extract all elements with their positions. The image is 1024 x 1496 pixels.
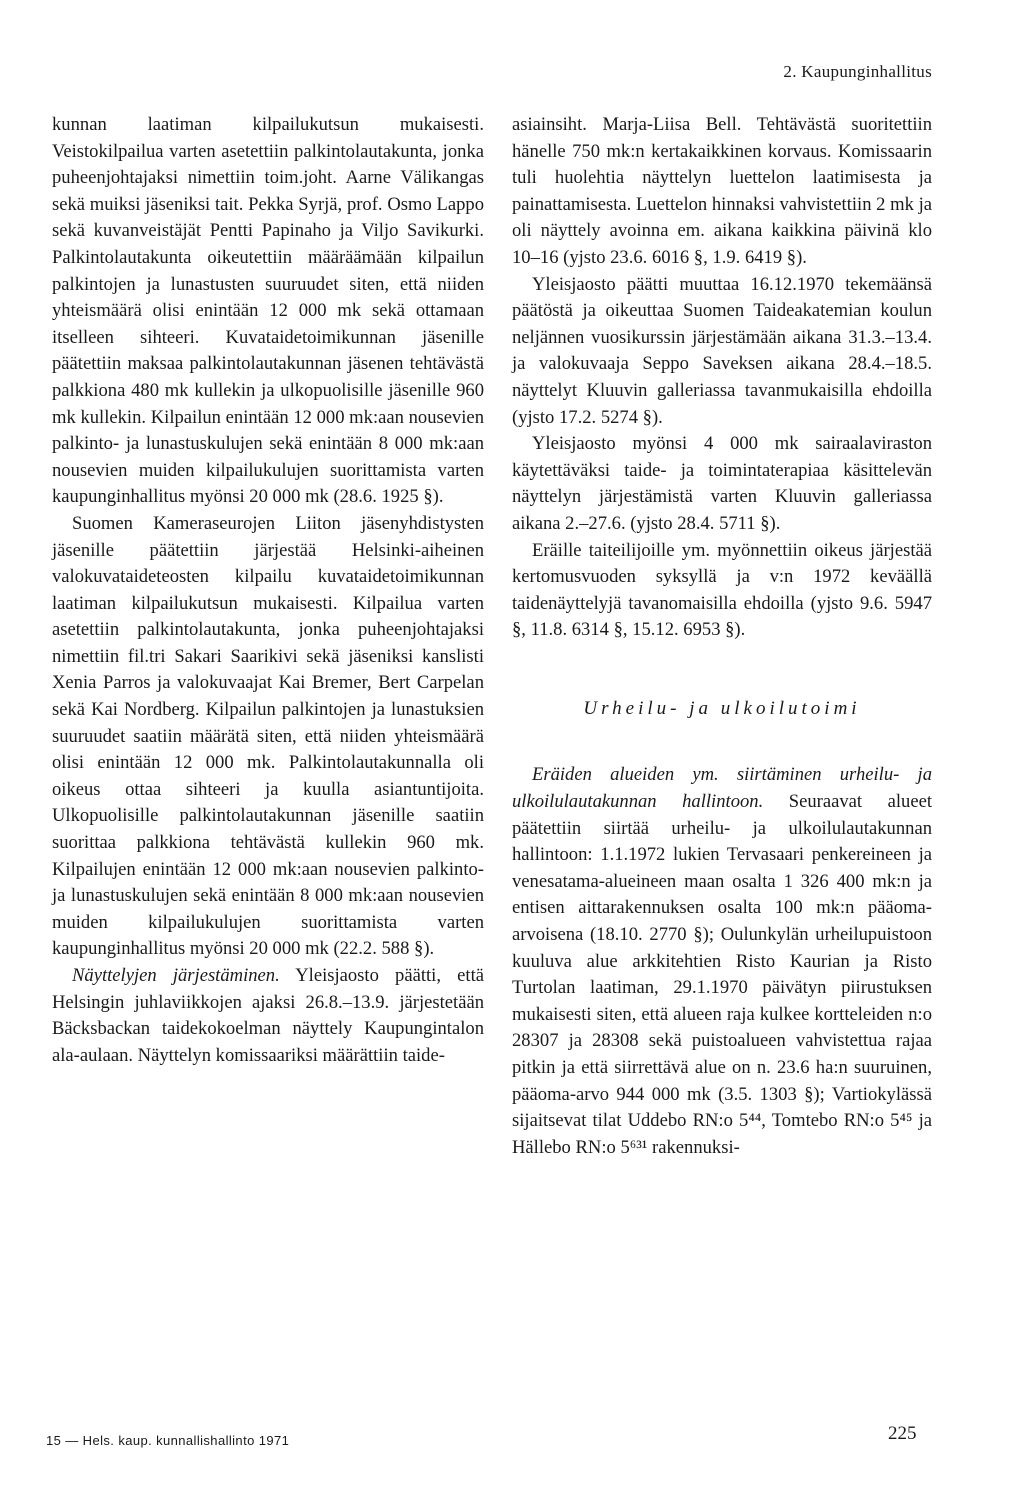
paragraph-body: Yleisjaosto päätti, että Helsingin juhlaviikkojen ajaksi 26.8.–13.9. järjestetään Bäcksbackan taidekokoelman näyttely Kaupungintalon ala-aulaan. Näyttelyn komissaariksi määrättiin taide- [52,965,484,1066]
paragraph [512,762,932,1161]
left-column [52,112,484,1069]
paragraph: Eräille taiteilijoille ym. myönnettiin oikeus järjestää kertomusvuoden syksyllä ja v:n 1972 keväällä taidenäyttelyjä tavanomaisilla ehdoilla (yjsto 9.6. 5947 §, 11.8. 6314 §, 15.12. 6953 §). [512,539,932,641]
paragraph [52,963,484,1069]
paragraph-body: Seuraavat alueet päätettiin siirtää urheilu- ja ulkoilulautakunnan hallintoon: 1.1.1972 lukien Tervasaari penkereineen ja venesatama-alueineen maan osalta 1 326 400 mk:n ja entisen aittarakennuksen osalta 100 mk:n pääoma-arvoisena (18.10. 2770 §); Oulunkylän urheilupuistoon kuuluva alue arkkitehtien Risto Kaurian ja Risto Turtolan laatiman, 29.1.1970 päivätyn piirustuksen mukaisesti siten, että alueen raja kulkee kortteleiden n:o 28307 ja 28308 sekä puistoalueen vahvistettua rajaa pitkin ja että siirrettävä alue on n. 23.6 ha:n suuruinen, pääoma-arvo 944 000 mk (3.5. 1303 §); Vartiokylässä sijaitsevat tilat Uddebo RN:o 5⁴⁴, Tomtebo RN:o 5⁴⁵ ja Hällebo RN:o 5⁶³¹ rakennuksi- [512,791,932,1158]
paragraph: kunnan laatiman kilpailukutsun mukaisesti. Veistokilpailua varten asetettiin palkintolautakunta, jonka puheenjohtajaksi nimettiin toim.joht. Aarne Välikangas sekä muiksi jäseniksi tait. Pekka Syrjä, prof. Osmo Lappo sekä kuvanveistäjät Pentti Papinaho ja Viljo Savikurki. Palkintolautakunta oikeutettiin määräämään kilpailun palkintojen ja lunastusten suuruudet siten, että niiden yhteismäärä olisi enintään 12 000 mk sekä ottamaan itselleen sihteeri. Kuvataidetoimikunnan jäsenille päätettiin maksaa palkintolautakunnan jäsenen tehtävästä palkkiona 480 mk kullekin ja ulkopuolisille jäsenille 960 mk kullekin. Kilpailun enintään 12 000 mk:aan nousevien palkinto- ja lunastuskulujen sekä enintään 8 000 mk:aan nousevien muiden kilpailukulujen suorittamista varten kaupunginhallitus myönsi 20 000 mk (28.6. 1925 §). [52,114,484,508]
right-column [512,112,932,1161]
paragraph: Yleisjaosto päätti muuttaa 16.12.1970 tekemäänsä päätöstä ja oikeuttaa Suomen Taideakatemian koulun neljännen vuosikurssin järjestämään aikana 31.3.–13.4. ja valokuvaaja Seppo Saveksen aikana 28.4.–18.5. näyttelyt Kluuvin galleriassa tavanmukaisilla ehdoilla (yjsto 17.2. 5274 §). [512,273,932,428]
paragraph-title: Näyttelyjen järjestäminen. [72,965,280,986]
running-header: 2. Kaupunginhallitus [783,62,932,81]
paragraph-title: Eräiden alueiden ym. siirtäminen urheilu- ja ulkoilulautakunnan hallintoon. [512,764,932,813]
paragraph: asiainsiht. Marja-Liisa Bell. Tehtävästä suoritettiin hänelle 750 mk:n kertakaikkinen korvaus. Komissaarin tuli huolehtia näyttelyn luettelon laatimisesta ja painattamisesta. Luettelon hinnaksi vahvistettiin 2 mk ja oli näyttely avoinna em. aikana kaikkina päivinä klo 10–16 (yjsto 23.6. 6016 §, 1.9. 6419 §). [512,114,932,268]
page-number: 225 [888,1423,917,1444]
paragraph: Yleisjaosto myönsi 4 000 mk sairaalaviraston käytettäväksi taide- ja toimintaterapiaa käsittelevän näyttelyn järjestämistä varten Kluuvin galleriassa aikana 2.–27.6. (yjsto 28.4. 5711 §). [512,433,932,534]
section-heading: Urheilu- ja ulkoilutoimi [583,697,861,719]
printer-signature: 15 — Hels. kaup. kunnallishallinto 1971 [46,1433,290,1448]
paragraph: Suomen Kameraseurojen Liiton jäsenyhdistysten jäsenille päätettiin järjestää Helsinki-aiheinen valokuvataideteosten kilpailu kuvataidetoimikunnan laatiman kilpailukutsun mukaisesti. Kilpailua varten asetettiin palkintolautakunta, jonka puheenjohtajaksi nimettiin fil.tri Sakari Saarikivi sekä jäseniksi kanslisti Xenia Parros ja valokuvaajat Kai Bremer, Bert Carpelan sekä Kai Nordberg. Kilpailun palkintojen ja lunastuksien suuruudet saatiin määrätä siten, että niiden yhteismäärä olisi enintään 12 000 mk. Palkintolautakunnalla oli oikeus ottaa sihteeri ja kuulla asiantuntijoita. Ulkopuolisille palkintolautakunnan jäsenille saatiin suorittaa palkkiona tehtävästä kullekin 960 mk. Kilpailujen enintään 12 000 mk:aan nousevien palkinto- ja lunastuskulujen sekä enintään 8 000 mk:aan nousevien muiden kilpailukulujen suorittamista varten kaupunginhallitus myönsi 20 000 mk (22.2. 588 §). [52,512,484,960]
